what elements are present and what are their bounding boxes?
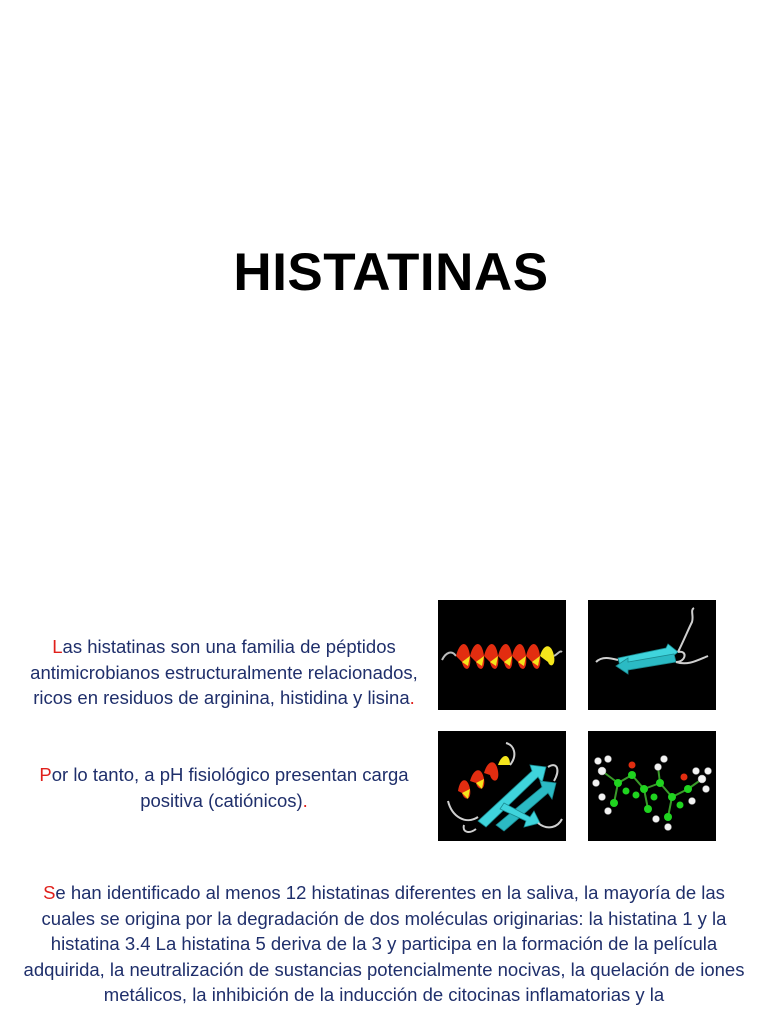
helix-sheet-ribbon-image [438, 731, 566, 841]
charge-paragraph [30, 762, 418, 813]
intro-initial-letter: L [52, 636, 63, 657]
alpha-helix-ribbon-image [438, 600, 566, 710]
details-text: e han identificado al menos 12 histatinas diferentes en la saliva, la mayoría de las cuales se origina por la degradación de dos moléculas originarias: la histatina 1 y la histatina 3.4 La histatina 5 deriva de la 3 y participa en la formación de la película adquirida, la neutralización de sustancias potencialmente nocivas, la quelación de iones metálicos, la inhibición de la inducción de citocinas inflamatorias y la [23, 882, 745, 1005]
intro-paragraph [30, 634, 418, 711]
details-initial-letter: S [43, 882, 56, 903]
ball-and-stick-molecule-image [588, 731, 716, 841]
charge-text: or lo tanto, a pH fisiológico presentan carga positiva (catiónicos) [51, 764, 409, 811]
intro-period: . [409, 687, 415, 708]
intro-text: as histatinas son una familia de péptidos antimicrobianos estructuralmente relacionados, ricos en residuos de arginina, histidina y lisina [30, 636, 418, 708]
charge-period: . [302, 789, 308, 811]
page-title: HISTATINAS [233, 243, 549, 302]
charge-initial-letter: P [39, 764, 52, 785]
beta-hairpin-ribbon-image [588, 600, 716, 710]
details-paragraph [14, 880, 754, 1008]
